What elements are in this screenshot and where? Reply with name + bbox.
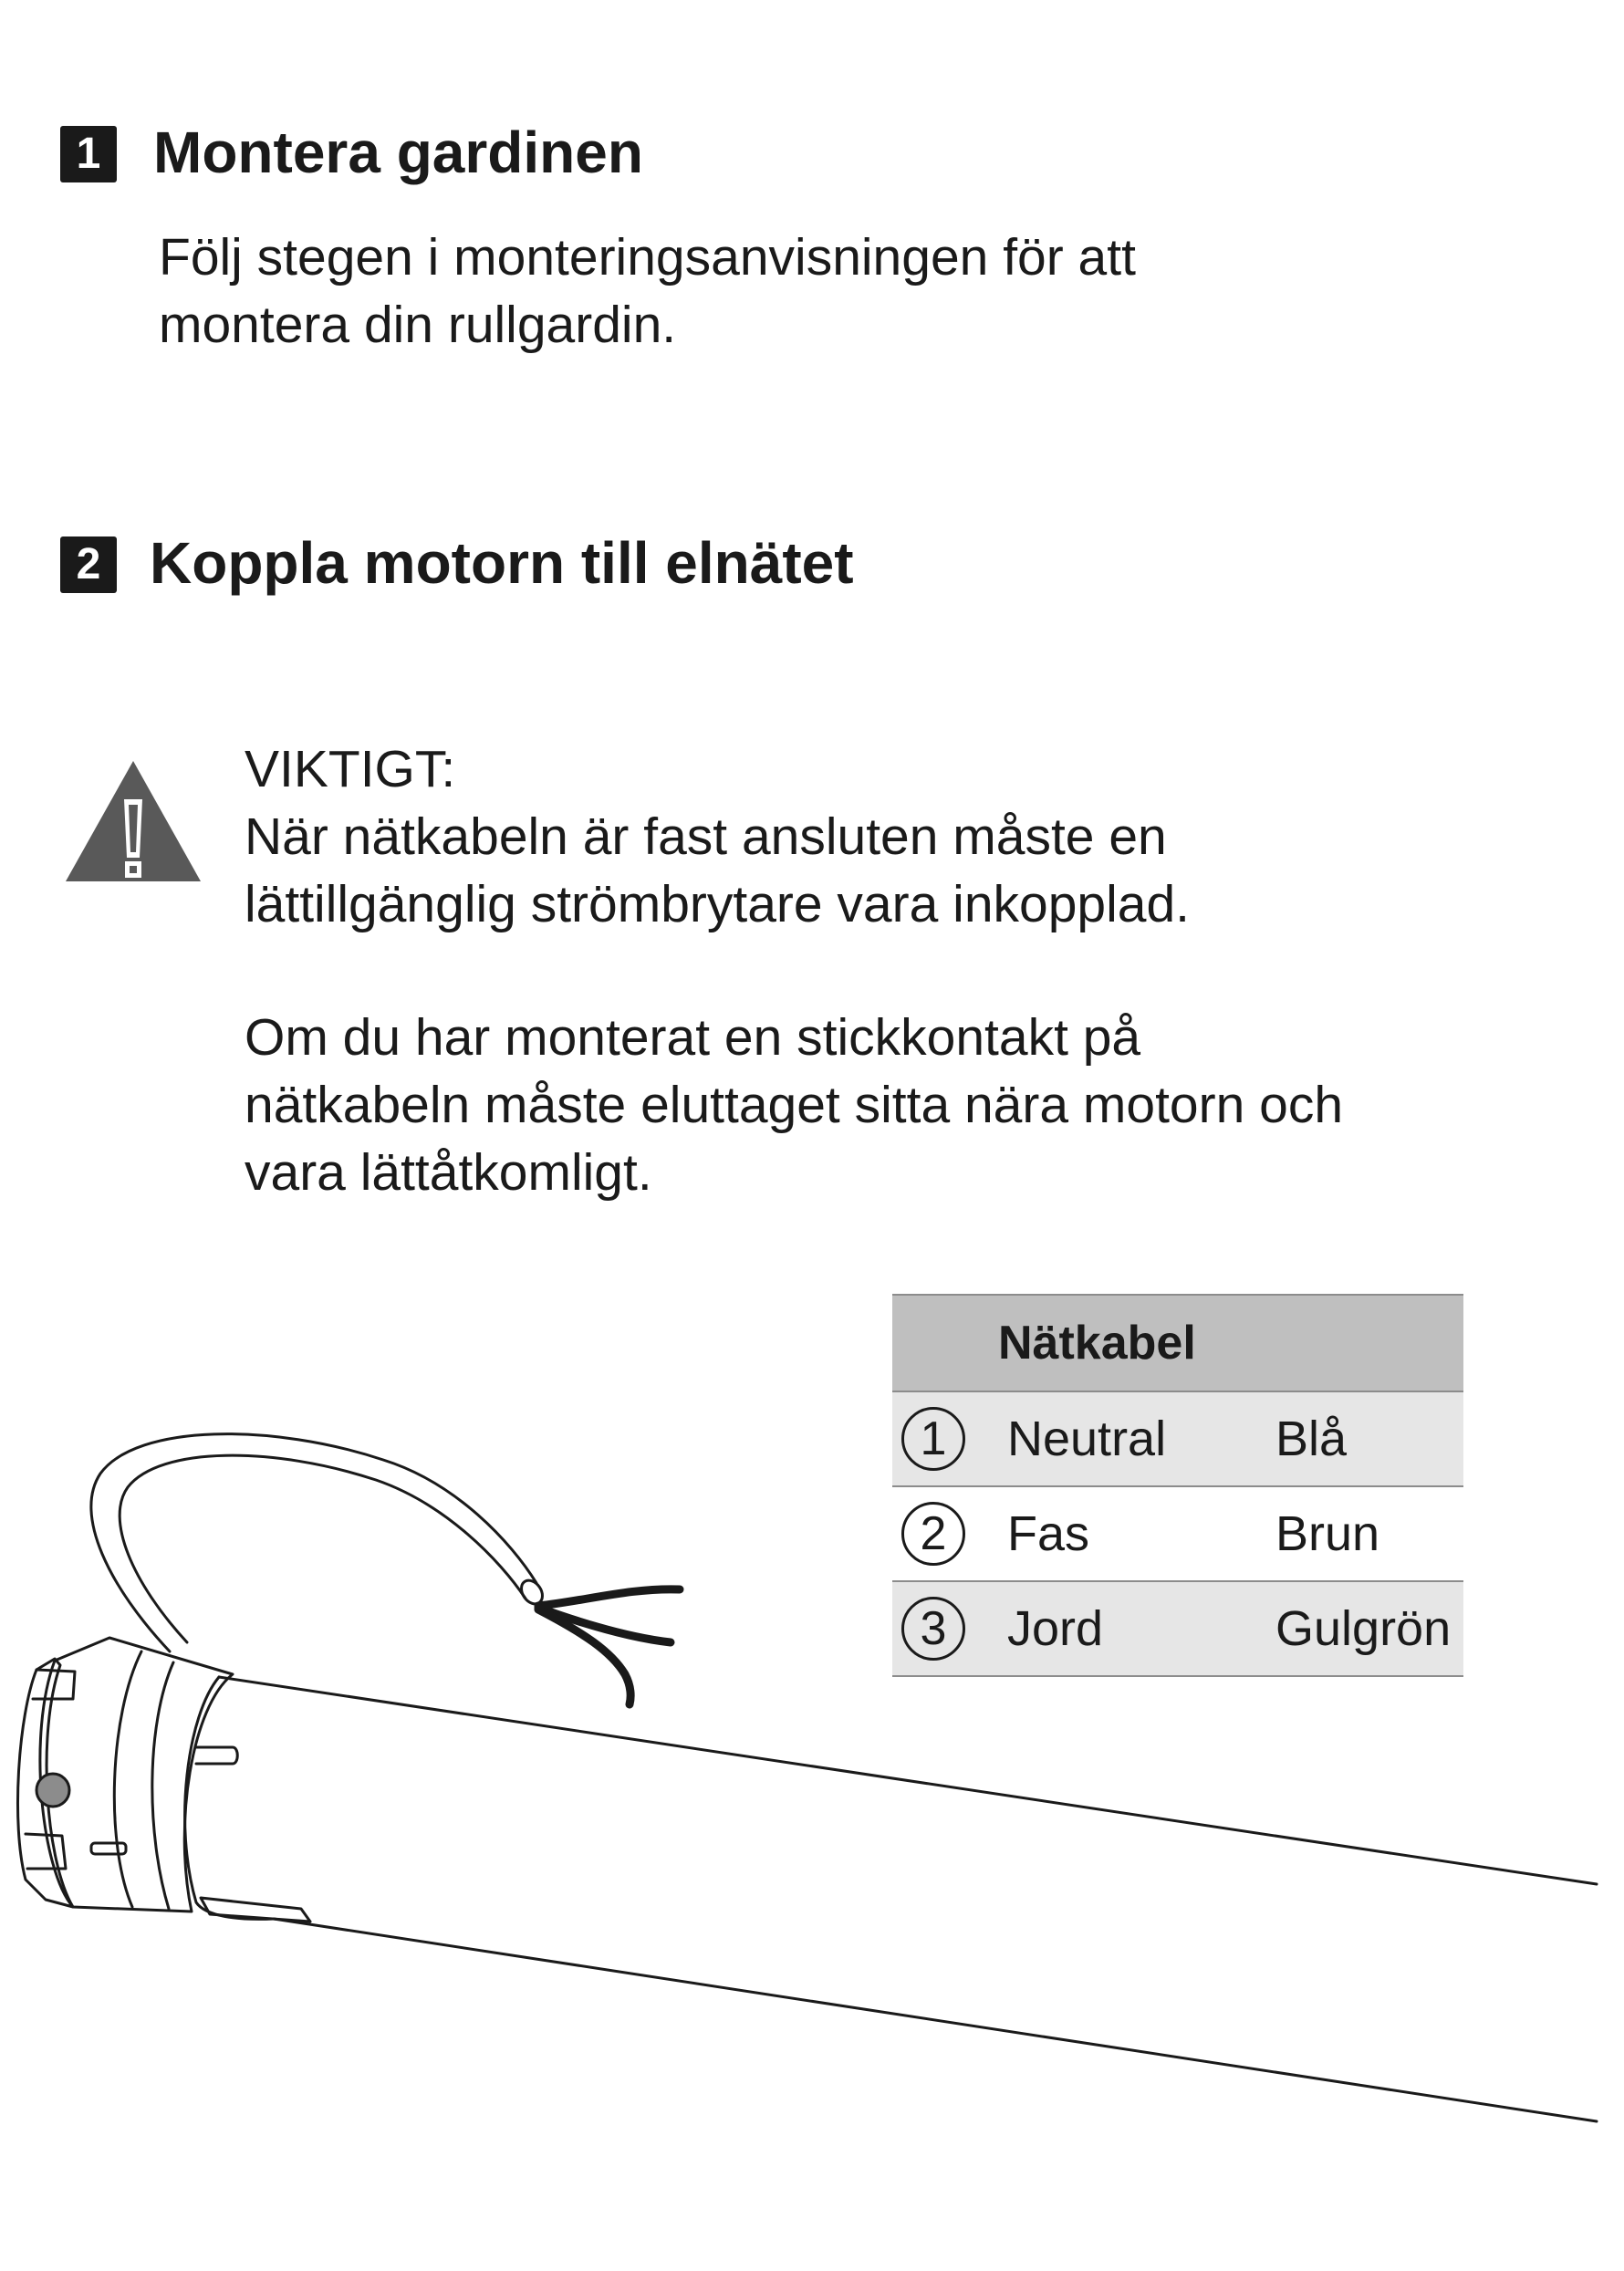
step-2-title: Koppla motorn till elnätet bbox=[150, 530, 854, 596]
wire-number-badge: 1 bbox=[901, 1407, 965, 1471]
warning-paragraph-2-line-2: nätkabeln måste eluttaget sitta nära motorn och bbox=[245, 1076, 1344, 1134]
table-header-row bbox=[892, 1295, 1463, 1391]
motor-crown-notch-2 bbox=[26, 1834, 66, 1869]
motor-head-ring-inner bbox=[114, 1651, 141, 1907]
step-2-badge: 2 bbox=[60, 536, 117, 593]
warning-triangle-icon bbox=[62, 757, 204, 885]
wire-number-badge: 3 bbox=[901, 1597, 965, 1661]
motor-tube-bottom-edge bbox=[274, 1919, 1597, 2121]
wire-number-badge: 2 bbox=[901, 1502, 965, 1566]
motor-crown-slot bbox=[91, 1843, 126, 1854]
wire-name-cell: Neutral bbox=[1007, 1391, 1275, 1486]
warning-paragraph-2-line-3: vara lättåtkomligt. bbox=[245, 1143, 652, 1202]
table-header: Nätkabel bbox=[892, 1295, 1463, 1391]
motor-head-ring-outer bbox=[40, 1638, 233, 1912]
motor-indicator-light bbox=[36, 1774, 69, 1807]
wire-1 bbox=[538, 1589, 680, 1606]
step-1-title: Montera gardinen bbox=[153, 120, 643, 185]
warning-paragraph-1-line-1: När nätkabeln är fast ansluten måste en bbox=[245, 807, 1167, 866]
motor-tube-top-edge bbox=[219, 1677, 1597, 1884]
step-1-line-2: montera din rullgardin. bbox=[159, 296, 677, 354]
step-1-badge: 1 bbox=[60, 126, 117, 182]
wire-color-cell: Gulgrön bbox=[1275, 1581, 1463, 1676]
wire-color-cell: Blå bbox=[1275, 1391, 1463, 1486]
wire-name-cell: Fas bbox=[1007, 1486, 1275, 1581]
cable-sheath-inner bbox=[120, 1455, 526, 1642]
motor-tube-end bbox=[185, 1677, 274, 1919]
warning-paragraph-1-line-2: lättillgänglig strömbrytare vara inkopplad. bbox=[245, 875, 1191, 933]
wire-name-cell: Jord bbox=[1007, 1581, 1275, 1676]
warning-paragraph-2-line-1: Om du har monterat en stickkontakt på bbox=[245, 1008, 1141, 1067]
warning-label: VIKTIGT: bbox=[245, 740, 456, 798]
motor-head-ring-step bbox=[152, 1662, 173, 1909]
motor-head-pin bbox=[196, 1747, 237, 1764]
step-1-line-1: Följ stegen i monteringsanvisningen för att bbox=[159, 228, 1136, 286]
wire-color-cell: Brun bbox=[1275, 1486, 1463, 1581]
motor-head-collar bbox=[201, 1898, 310, 1922]
tubular-motor-with-cable-illustration bbox=[0, 1405, 1624, 2135]
wire-2 bbox=[538, 1608, 671, 1642]
